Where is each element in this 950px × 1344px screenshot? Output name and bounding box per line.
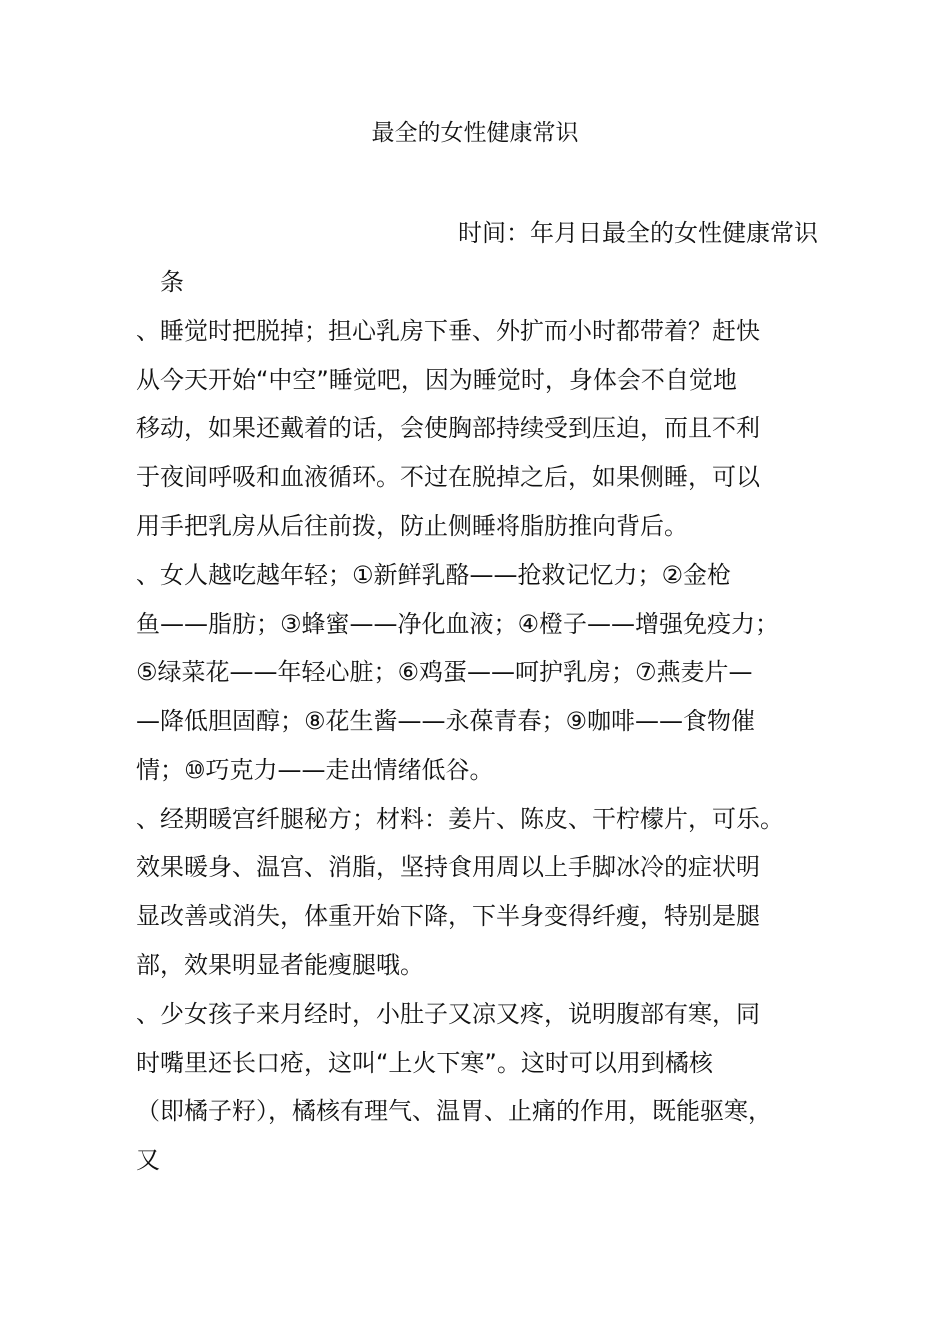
text-line-14: 显改善或消失，体重开始下降，下半身变得纤瘦，特别是腿 [136,902,760,930]
text-line-4: 移动，如果还戴着的话，会使胸部持续受到压迫，而且不利 [136,414,760,442]
text-line-2: 、睡觉时把脱掉；担心乳房下垂、外扩而小时都带着？赶快 [136,317,760,345]
text-line-15: 部，效果明显者能瘦腿哦。 [136,951,424,979]
text-line-17: 时嘴里还长口疮，这叫“上火下寒”。这时可以用到橘核 [136,1049,713,1077]
text-line-1: 条 [136,268,184,296]
text-line-12: 、经期暖宫纤腿秘方；材料：姜片、陈皮、干柠檬片，可乐。 [136,805,784,833]
text-line-8: 鱼——脂肪；③蜂蜜——净化血液；④橙子——增强免疫力； [136,610,780,638]
text-line-19: 又 [136,1146,160,1174]
text-line-11: 情；⑩巧克力——走出情绪低谷。 [136,756,494,784]
text-line-3: 从今天开始“中空”睡觉吧，因为睡觉时，身体会不自觉地 [136,366,737,394]
document-title: 最全的女性健康常识 [371,120,579,146]
text-line-18: （即橘子籽），橘核有理气、温胃、止痛的作用，既能驱寒， [136,1097,772,1125]
text-line-5: 于夜间呼吸和血液循环。不过在脱掉之后，如果侧睡，可以 [136,463,760,491]
text-line-7: 、女人越吃越年轻；①新鲜乳酪——抢救记忆力；②金枪 [136,561,732,589]
text-line-16: 、少女孩子来月经时，小肚子又凉又疼，说明腹部有寒，同 [136,1000,760,1028]
text-line-9: ⑤绿菜花——年轻心脏；⑥鸡蛋——呵护乳房；⑦燕麦片— [136,658,753,686]
text-line-6: 用手把乳房从后往前拨，防止侧睡将脂肪推向背后。 [136,512,688,540]
text-line-10: —降低胆固醇；⑧花生酱——永葆青春；⑨咖啡——食物催 [136,707,756,735]
time-line: 时间：年月日最全的女性健康常识 [458,219,818,247]
text-line-13: 效果暖身、温宫、消脂，坚持食用周以上手脚冰冷的症状明 [136,853,760,881]
